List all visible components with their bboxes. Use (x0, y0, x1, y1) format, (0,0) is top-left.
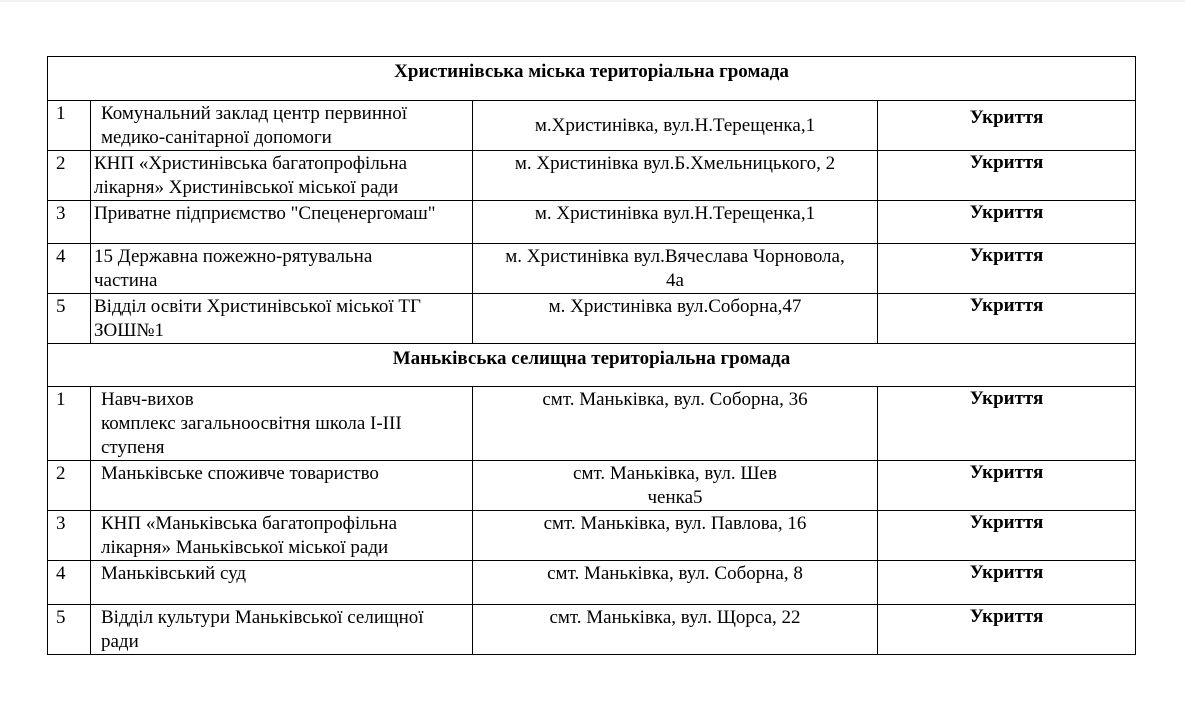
table-row (48, 294, 1136, 344)
row-number: 4 (48, 244, 91, 294)
table-row (48, 561, 1136, 605)
shelter-type: Укриття (878, 101, 1136, 151)
row-number: 2 (48, 461, 91, 511)
row-number: 1 (48, 387, 91, 461)
table-row (48, 244, 1136, 294)
page-top-rule (0, 0, 1185, 2)
group-header-row (48, 344, 1136, 387)
table-row (48, 387, 1136, 461)
row-number: 5 (48, 605, 91, 655)
row-number: 3 (48, 201, 91, 244)
row-number: 3 (48, 511, 91, 561)
shelter-type: Укриття (878, 387, 1136, 461)
shelter-type: Укриття (878, 201, 1136, 244)
shelter-type: Укриття (878, 151, 1136, 201)
shelter-table (47, 56, 1136, 655)
facility-name: 15 Державна пожежно-рятувальна частина (91, 244, 473, 294)
facility-name: Приватне підприємство "Спеценергомаш" (91, 201, 473, 244)
row-number: 2 (48, 151, 91, 201)
facility-name: Відділ культури Маньківської селищної ради (91, 605, 473, 655)
shelter-type: Укриття (878, 294, 1136, 344)
row-number: 5 (48, 294, 91, 344)
facility-address: м. Христинівка вул.Б.Хмельницького, 2 (473, 151, 878, 201)
facility-address: смт. Маньківка, вул. Соборна, 8 (473, 561, 878, 605)
table-row (48, 605, 1136, 655)
table-row (48, 151, 1136, 201)
shelter-type: Укриття (878, 461, 1136, 511)
facility-address: м. Христинівка вул.Н.Терещенка,1 (473, 201, 878, 244)
group-title: Христинівська міська територіальна громада (48, 57, 1136, 101)
shelter-type: Укриття (878, 244, 1136, 294)
facility-name: Відділ освіти Христинівської міської ТГ ЗОШ№1 (91, 294, 473, 344)
shelter-type: Укриття (878, 511, 1136, 561)
facility-address: смт. Маньківка, вул. Павлова, 16 (473, 511, 878, 561)
facility-address: м.Христинівка, вул.Н.Терещенка,1 (473, 101, 878, 151)
table-row (48, 101, 1136, 151)
table-row (48, 461, 1136, 511)
row-number: 1 (48, 101, 91, 151)
facility-address: м. Христинівка вул.Соборна,47 (473, 294, 878, 344)
shelter-type: Укриття (878, 605, 1136, 655)
row-number: 4 (48, 561, 91, 605)
facility-name: Комунальний заклад центр первинної медико-санітарної допомоги (91, 101, 473, 151)
table-row (48, 201, 1136, 244)
facility-address: м. Христинівка вул.Вячеслава Чорновола, 4а (473, 244, 878, 294)
facility-address: смт. Маньківка, вул. Соборна, 36 (473, 387, 878, 461)
facility-address: смт. Маньківка, вул. Шев ченка5 (473, 461, 878, 511)
group-header-row (48, 57, 1136, 101)
facility-name: КНП «Маньківська багатопрофільна лікарня» Маньківської міської ради (91, 511, 473, 561)
facility-name: Навч-вихов комплекс загальноосвітня школа І-ІІІ ступеня (91, 387, 473, 461)
facility-address: смт. Маньківка, вул. Щорса, 22 (473, 605, 878, 655)
table-row (48, 511, 1136, 561)
facility-name: КНП «Христинівська багатопрофільна лікарня» Христинівської міської ради (91, 151, 473, 201)
facility-name: Маньківське споживче товариство (91, 461, 473, 511)
facility-name: Маньківський суд (91, 561, 473, 605)
group-title: Маньківська селищна територіальна громада (48, 344, 1136, 387)
shelter-type: Укриття (878, 561, 1136, 605)
